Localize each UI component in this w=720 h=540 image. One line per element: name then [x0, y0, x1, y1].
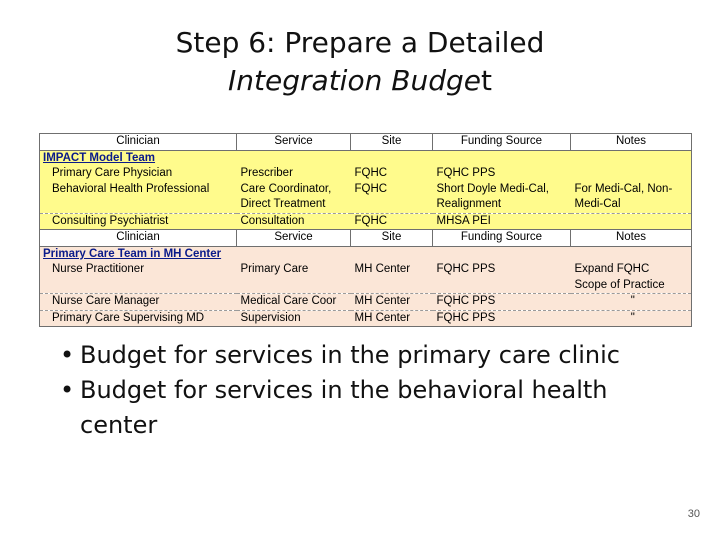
bullet-dot: • — [60, 341, 75, 369]
page-number: 30 — [687, 508, 700, 520]
cell-service: Direct Treatment — [237, 197, 351, 213]
cell-clinician: Primary Care Physician — [40, 166, 237, 182]
cell-clinician — [40, 197, 237, 213]
title-line-2 — [0, 62, 720, 100]
cell-notes: For Medi-Cal, Non- — [571, 182, 692, 198]
cell-site: MH Center — [351, 262, 433, 278]
bullet-dot: • — [60, 376, 75, 404]
col-header-service: Service — [237, 230, 351, 247]
table-row — [40, 213, 692, 230]
table-row — [40, 278, 692, 294]
bullet-list — [60, 338, 680, 443]
cell-service: Supervision — [237, 310, 351, 327]
col-header-funding-source: Funding Source — [433, 134, 571, 151]
table-row — [40, 182, 692, 198]
table-header-row — [40, 134, 692, 151]
col-header-notes: Notes — [571, 134, 692, 151]
title-rest-part: t — [480, 64, 492, 97]
cell-funding: MHSA PEI — [433, 213, 571, 230]
cell-notes: Medi-Cal — [571, 197, 692, 213]
integration-budget-table — [39, 133, 692, 327]
cell-service: Consultation — [237, 213, 351, 230]
bullet-item — [60, 373, 680, 443]
cell-site: MH Center — [351, 310, 433, 327]
cell-site: FQHC — [351, 166, 433, 182]
cell-clinician: Behavioral Health Professional — [40, 182, 237, 198]
cell-clinician: Primary Care Supervising MD — [40, 310, 237, 327]
table-row — [40, 310, 692, 327]
bullet-text: Budget for services in the primary care clinic — [80, 341, 620, 369]
col-header-site: Site — [351, 134, 433, 151]
table-row — [40, 197, 692, 213]
group-title-row — [40, 246, 692, 262]
col-header-service: Service — [237, 134, 351, 151]
table-row — [40, 294, 692, 311]
col-header-funding-source: Funding Source — [433, 230, 571, 247]
bullet-text: Budget for services in the behavioral health center — [80, 376, 608, 439]
cell-funding: Realignment — [433, 197, 571, 213]
cell-service — [237, 278, 351, 294]
cell-notes: " — [571, 294, 692, 311]
col-header-clinician: Clinician — [40, 134, 237, 151]
cell-service: Care Coordinator, — [237, 182, 351, 198]
cell-funding: Short Doyle Medi-Cal, — [433, 182, 571, 198]
cell-site — [351, 278, 433, 294]
cell-service: Prescriber — [237, 166, 351, 182]
col-header-site: Site — [351, 230, 433, 247]
title-line-1: Step 6: Prepare a Detailed — [175, 26, 545, 59]
cell-service: Primary Care — [237, 262, 351, 278]
slide-title — [0, 24, 720, 100]
group-title-row — [40, 150, 692, 166]
cell-funding — [433, 278, 571, 294]
table-header-row — [40, 230, 692, 247]
cell-funding: FQHC PPS — [433, 262, 571, 278]
title-italic-part: Integration Budge — [228, 64, 481, 97]
cell-clinician: Consulting Psychiatrist — [40, 213, 237, 230]
cell-site: MH Center — [351, 294, 433, 311]
cell-site: FQHC — [351, 213, 433, 230]
cell-clinician: Nurse Practitioner — [40, 262, 237, 278]
cell-funding: FQHC PPS — [433, 294, 571, 311]
cell-funding: FQHC PPS — [433, 166, 571, 182]
group-title: IMPACT Model Team — [40, 150, 692, 166]
cell-service: Medical Care Coor — [237, 294, 351, 311]
cell-notes — [571, 166, 692, 182]
table-row — [40, 166, 692, 182]
cell-clinician — [40, 278, 237, 294]
cell-notes: Expand FQHC — [571, 262, 692, 278]
group-title: Primary Care Team in MH Center — [40, 246, 692, 262]
table-row — [40, 262, 692, 278]
cell-clinician: Nurse Care Manager — [40, 294, 237, 311]
cell-site — [351, 197, 433, 213]
col-header-clinician: Clinician — [40, 230, 237, 247]
cell-site: FQHC — [351, 182, 433, 198]
cell-funding: FQHC PPS — [433, 310, 571, 327]
bullet-item — [60, 338, 680, 373]
cell-notes: " — [571, 310, 692, 327]
cell-notes: Scope of Practice — [571, 278, 692, 294]
cell-notes — [571, 213, 692, 230]
col-header-notes: Notes — [571, 230, 692, 247]
